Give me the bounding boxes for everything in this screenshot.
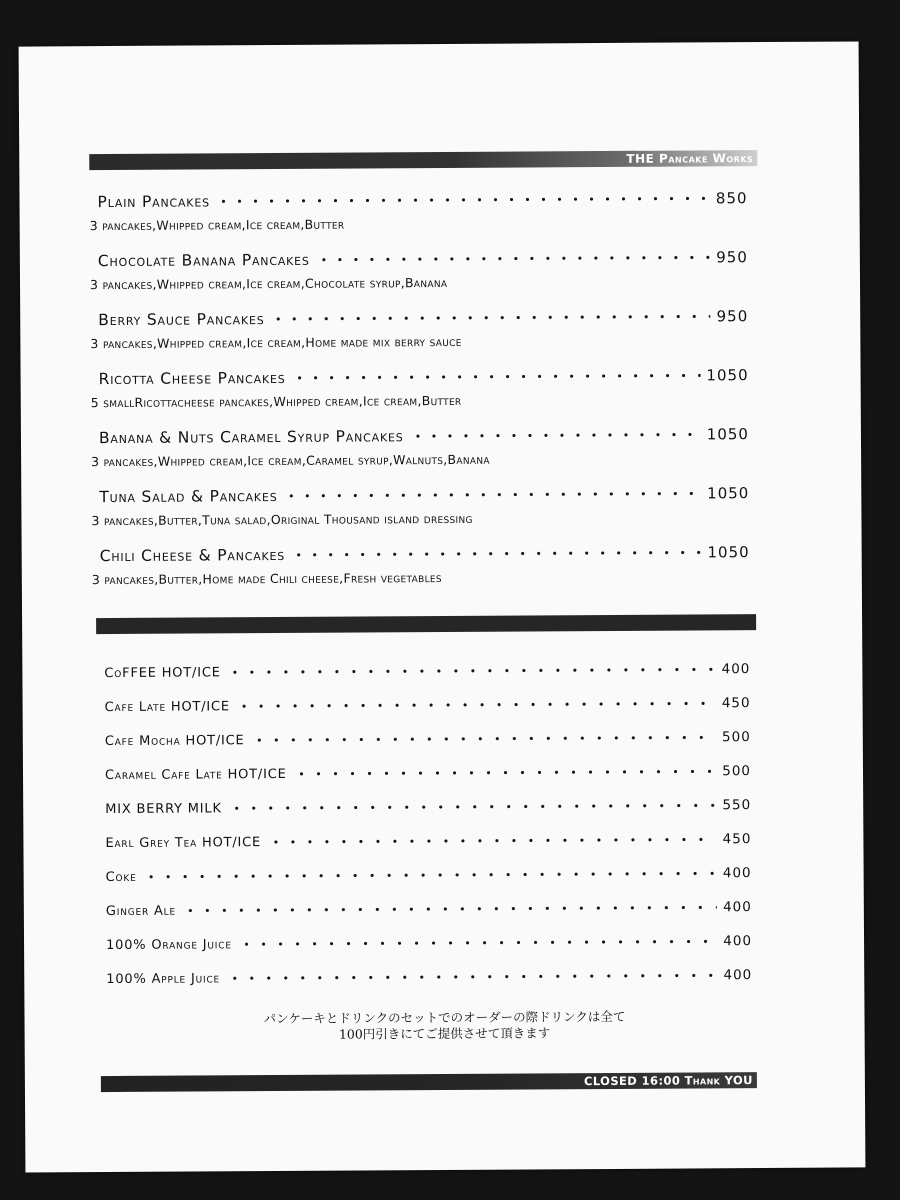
item-description: 3 pancakes,Butter,Home made Chili cheese,Fresh vegetables — [91, 570, 442, 588]
drink-item — [106, 898, 752, 920]
menu-item — [20, 305, 860, 352]
menu-item — [22, 541, 862, 588]
dot-leader — [238, 939, 717, 946]
drink-name: Ginger Ale — [105, 903, 177, 919]
dot-leader — [270, 314, 710, 321]
dot-leader — [316, 255, 711, 261]
set-discount-note — [144, 1008, 744, 1044]
dot-leader — [228, 803, 717, 810]
dot-leader — [227, 667, 716, 674]
item-price: 950 — [716, 248, 748, 267]
drink-item — [106, 932, 752, 954]
item-name: Tuna Salad & Pancakes — [99, 487, 278, 507]
drink-price: 500 — [722, 763, 752, 780]
drink-price: 550 — [722, 797, 752, 814]
item-name: Plain Pancakes — [97, 192, 210, 212]
drink-item — [105, 796, 751, 818]
drink-name: Cafe Late HOT/ICE — [104, 698, 230, 715]
item-description: 3 pancakes,Whipped cream,Ice cream,Home made mix berry sauce — [90, 333, 462, 352]
item-name: Chili Cheese & Pancakes — [99, 545, 286, 566]
item-price: 1050 — [706, 366, 749, 385]
drink-name: Coke — [105, 869, 137, 885]
drink-name: Caramel Cafe Late HOT/ICE — [104, 766, 287, 783]
item-name: Chocolate Banana Pancakes — [97, 250, 310, 271]
drink-price: 400 — [722, 865, 752, 882]
item-price: 1050 — [706, 425, 750, 444]
drink-name: 100% Orange Juice — [106, 936, 232, 953]
footer-bar — [101, 1072, 757, 1092]
drink-price: 400 — [723, 933, 753, 950]
drink-item — [104, 660, 750, 682]
item-name: Ricotta Cheese Pancakes — [98, 368, 286, 389]
menu-title: THE Pancake Works — [626, 151, 754, 166]
dot-leader — [182, 905, 717, 912]
menu-item — [20, 246, 860, 293]
drink-name: Earl Grey Tea HOT/ICE — [105, 834, 262, 851]
drink-item — [105, 762, 751, 784]
menu-sheet — [19, 41, 866, 1172]
dot-leader — [143, 871, 717, 879]
drink-price: 450 — [721, 695, 751, 712]
drink-name: MIX BERRY MILK — [105, 800, 222, 817]
drink-item — [106, 966, 752, 988]
drink-item — [105, 694, 751, 716]
note-line-2: 100円引きにてご提供させて頂きます — [338, 1025, 551, 1042]
menu-item — [21, 364, 861, 411]
dot-leader — [267, 837, 717, 844]
item-description: 3 pancakes,Whipped cream,Ice cream,Chocolate syrup,Banana — [89, 274, 448, 293]
item-description: 5 smallRicottacheese pancakes,Whipped cream,Ice cream,Butter — [90, 392, 462, 411]
note-line-1: パンケーキとドリンクのセットでのオーダーの際ドリンクは全て — [263, 1008, 626, 1027]
drink-price: 500 — [721, 729, 751, 746]
item-price: 950 — [716, 307, 749, 326]
item-description: 3 pancakes,Whipped cream,Ice cream,Butter — [89, 216, 345, 234]
drink-price: 450 — [722, 831, 752, 848]
dot-leader — [251, 735, 717, 742]
menu-item — [21, 482, 861, 529]
drink-price: 400 — [723, 899, 752, 916]
header-bar — [89, 150, 757, 170]
dot-leader — [291, 550, 701, 557]
item-price: 1050 — [707, 543, 750, 562]
drink-name: 100% Apple Juice — [106, 970, 221, 987]
dot-leader — [283, 491, 701, 498]
drink-name: CoFFEE HOT/ICE — [104, 664, 221, 681]
drink-name: Cafe Mocha HOT/ICE — [104, 732, 245, 749]
drink-price: 400 — [723, 967, 753, 984]
item-name: Berry Sauce Pancakes — [98, 310, 265, 330]
item-price: 850 — [715, 189, 748, 208]
drinks-divider-bar — [96, 614, 756, 634]
drink-item — [106, 864, 752, 886]
drink-item — [105, 728, 751, 750]
dot-leader — [226, 973, 717, 980]
menu-item — [19, 187, 859, 234]
item-price: 1050 — [707, 484, 750, 503]
dot-leader — [291, 373, 700, 379]
closing-time-text: CLOSED 16:00 Thank YOU — [583, 1073, 753, 1089]
dot-leader — [236, 701, 716, 708]
dot-leader — [293, 769, 717, 776]
item-description: 3 pancakes,Butter,Tuna salad,Original Thousand island dressing — [91, 510, 473, 529]
dot-leader — [409, 432, 700, 438]
menu-item — [21, 423, 861, 470]
drink-item — [105, 830, 751, 852]
item-description: 3 pancakes,Whipped cream,Ice cream,Caramel syrup,Walnuts,Banana — [91, 451, 490, 470]
drink-price: 400 — [721, 661, 751, 678]
item-name: Banana & Nuts Caramel Syrup Pancakes — [98, 427, 404, 448]
dot-leader — [216, 196, 710, 203]
